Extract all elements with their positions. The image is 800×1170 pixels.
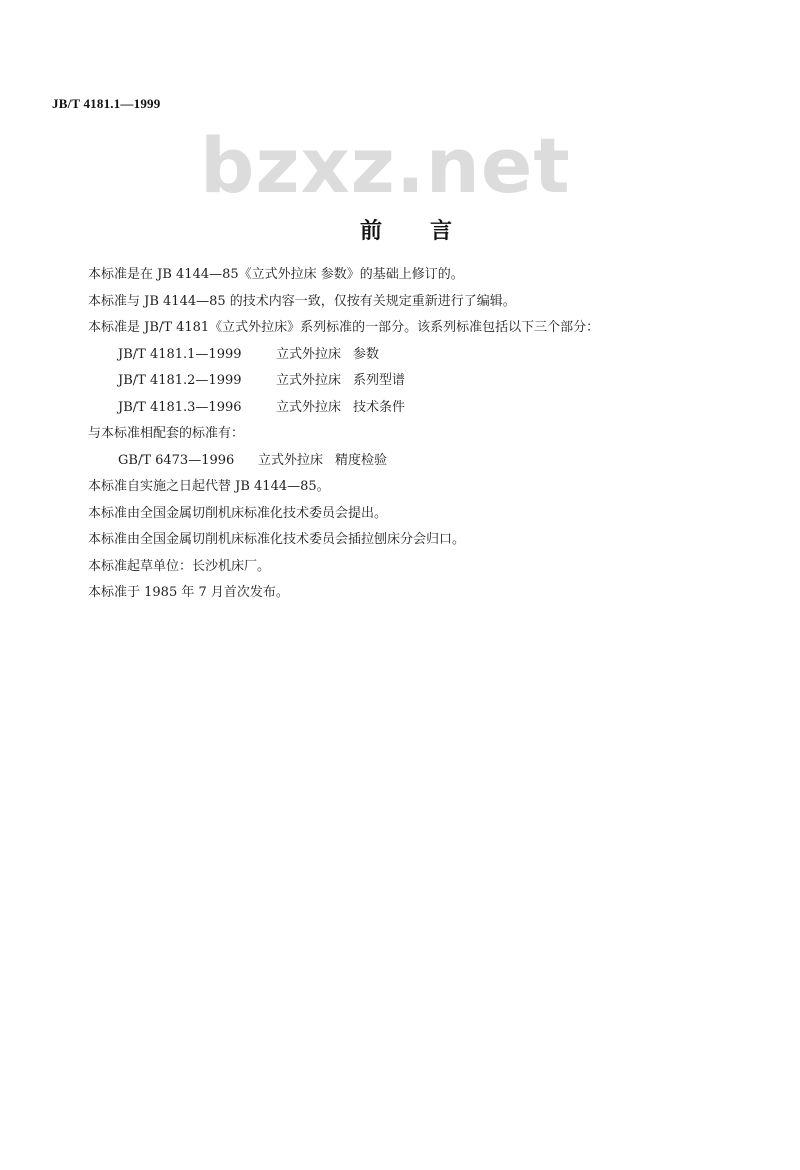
standard-name: 立式外拉床 [276,346,342,362]
standard-name: 立式外拉床 [276,373,342,388]
standard-part: 技术条件 [353,399,406,415]
series-item [88,395,768,422]
paragraph: 本标准由全国金属切削机床标准化技术委员会插拉刨床分会归口。 [88,532,466,547]
standard-code: GB/T 6473—1996 [118,452,235,468]
paragraph: 本标准与 JB 4144—85 的技术内容一致，仅按有关规定重新进行了编辑。 [88,293,516,309]
series-item [88,368,768,395]
paragraph: 本标准于 1985 年 7 月首次发布。 [88,585,289,600]
paragraph: 本标准是 JB/T 4181《立式外拉床》系列标准的一部分。该系列标准包括以下三个部分： [88,320,600,335]
series-item [88,342,768,369]
paragraph: 本标准起草单位：长沙机床厂。 [88,558,271,574]
standard-part: 参数 [353,346,380,362]
standard-name: 立式外拉床 [276,399,342,415]
paragraph: 本标准是在 JB 4144—85《立式外拉床 参数》的基础上修订的。 [88,267,464,282]
standard-part: 精度检验 [335,452,388,468]
foreword-body [88,262,768,607]
page-title: 前言 [360,218,501,244]
standard-part: 系列型谱 [353,373,406,388]
related-standard [88,448,768,475]
document-code: JB/T 4181.1—1999 [52,96,161,111]
paragraph: 与本标准相配套的标准有： [88,426,245,441]
standard-name: 立式外拉床 [258,452,324,468]
standard-code: JB/T 4181.1—1999 [118,346,242,362]
paragraph: 本标准自实施之日起代替 JB 4144—85。 [88,479,330,494]
standard-code: JB/T 4181.3—1996 [118,399,242,415]
standard-code: JB/T 4181.2—1999 [118,373,242,388]
watermark: bzxz.net [200,121,571,210]
paragraph: 本标准由全国金属切削机床标准化技术委员会提出。 [88,505,388,521]
